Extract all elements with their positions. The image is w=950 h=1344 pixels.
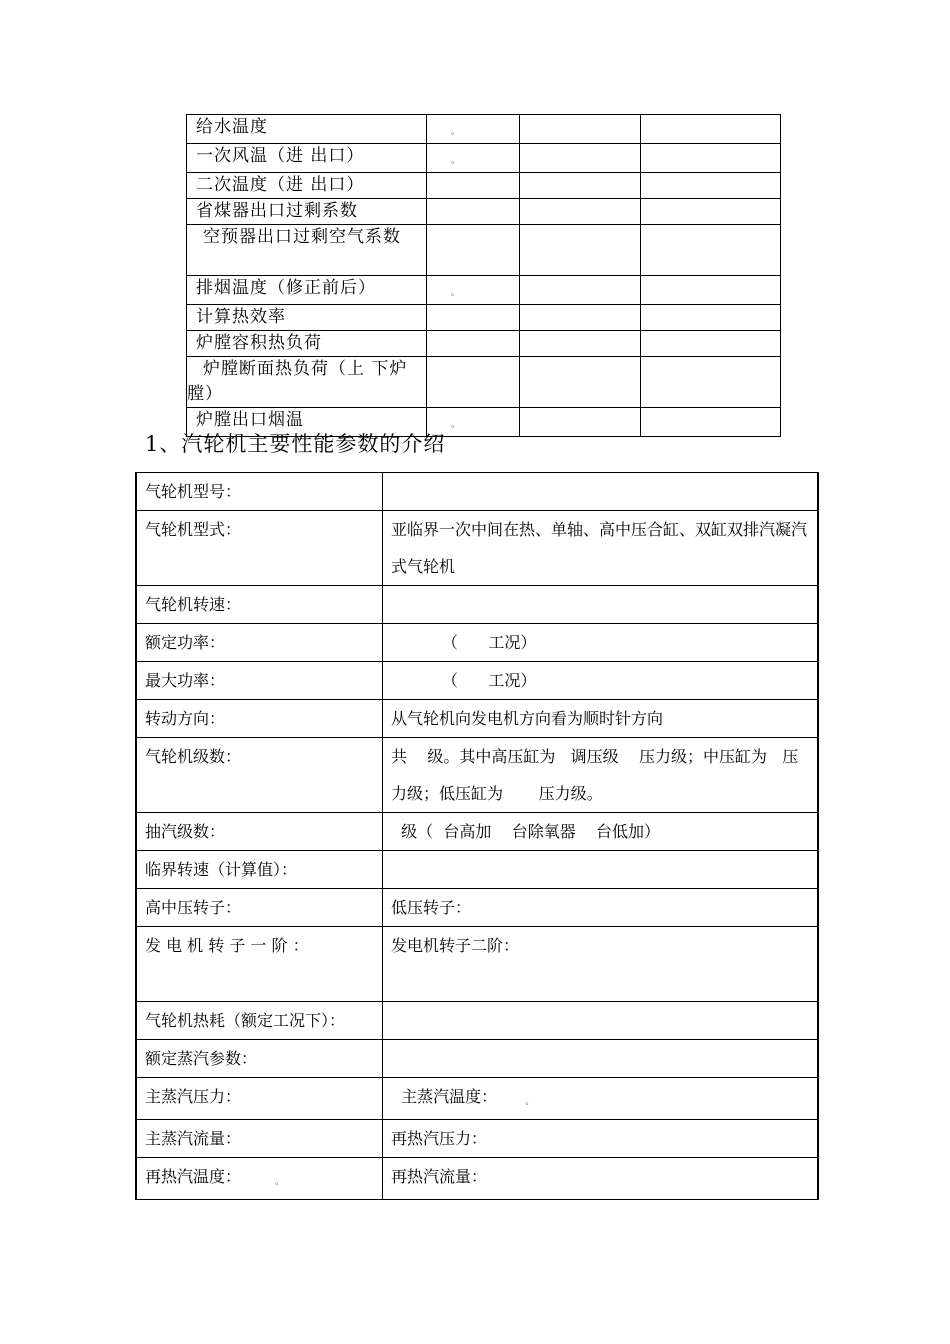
row-label: 炉膛断面热负荷（上 下炉膛）: [187, 357, 427, 408]
value-cell: [520, 331, 641, 357]
row-label: 炉膛容积热负荷: [187, 331, 427, 357]
table-row: [136, 813, 818, 851]
param-value: [383, 1002, 819, 1040]
param-value: [383, 1040, 819, 1078]
param-key: 高中压转子：: [136, 889, 383, 927]
param-key: 临界转速（计算值）：: [136, 851, 383, 889]
value-cell: [641, 173, 781, 199]
value-cell: [427, 331, 520, 357]
row-label: 一次风温（进 出口）: [187, 144, 427, 173]
table-row: [136, 624, 818, 662]
table-row: [136, 738, 818, 813]
table-row: [136, 473, 818, 511]
value-cell: [641, 305, 781, 331]
boiler-parameters-table: [186, 114, 781, 437]
table-row: [136, 586, 818, 624]
value-cell: [520, 173, 641, 199]
value-cell: [520, 144, 641, 173]
table-row: [187, 331, 781, 357]
turbine-parameters-table: [135, 472, 819, 1200]
value-cell: [641, 408, 781, 437]
param-key: 气轮机型号：: [136, 473, 383, 511]
value-cell: 。: [427, 144, 520, 173]
value-cell: [427, 199, 520, 225]
param-value: 发电机转子二阶：: [383, 927, 819, 1002]
param-value: [383, 851, 819, 889]
param-key: 气轮机热耗（额定工况下）：: [136, 1002, 383, 1040]
table-row: [187, 115, 781, 144]
table-row: [136, 851, 818, 889]
table-row: [136, 1078, 818, 1120]
row-label: 二次温度（进 出口）: [187, 173, 427, 199]
param-value: 主蒸汽温度： 。: [383, 1078, 819, 1120]
param-key: 抽汽级数：: [136, 813, 383, 851]
table-row: [136, 1120, 818, 1158]
table-row: [187, 276, 781, 305]
param-key: 发 电 机 转 子 一 阶 ：: [136, 927, 383, 1002]
param-value: （ 工况）: [383, 624, 819, 662]
value-cell: 。: [427, 115, 520, 144]
table-row: [136, 511, 818, 586]
value-cell: [641, 115, 781, 144]
value-cell: [641, 357, 781, 408]
param-value: 低压转子：: [383, 889, 819, 927]
value-cell: [641, 276, 781, 305]
table-row: [187, 173, 781, 199]
param-key: 额定蒸汽参数：: [136, 1040, 383, 1078]
row-label: 计算热效率: [187, 305, 427, 331]
param-value: [383, 473, 819, 511]
table-row: [187, 225, 781, 276]
degree-mark: 。: [275, 1177, 285, 1187]
param-key: 最大功率：: [136, 662, 383, 700]
row-label: 省煤器出口过剩系数: [187, 199, 427, 225]
table-row: [136, 889, 818, 927]
table-row: [187, 199, 781, 225]
param-key: 主蒸汽压力：: [136, 1078, 383, 1120]
value-cell: [641, 331, 781, 357]
value-cell: [641, 199, 781, 225]
param-key: 气轮机转速：: [136, 586, 383, 624]
value-cell: 。: [427, 276, 520, 305]
value-cell: [520, 115, 641, 144]
value-cell: [520, 357, 641, 408]
param-key: 再热汽温度： 。: [136, 1158, 383, 1200]
param-key: 气轮机型式：: [136, 511, 383, 586]
table-row: [187, 305, 781, 331]
param-key: 转动方向：: [136, 700, 383, 738]
row-label: 给水温度: [187, 115, 427, 144]
param-value: 亚临界一次中间在热、单轴、高中压合缸、双缸双排汽凝汽式气轮机: [383, 511, 819, 586]
table-row: [136, 700, 818, 738]
value-cell: [520, 199, 641, 225]
value-cell: [427, 173, 520, 199]
table-row: [136, 927, 818, 1002]
row-label: 排烟温度（修正前后）: [187, 276, 427, 305]
value-cell: [641, 144, 781, 173]
table-row: [136, 1002, 818, 1040]
value-cell: 。: [427, 408, 520, 437]
param-value: 再热汽压力：: [383, 1120, 819, 1158]
table-row: [187, 144, 781, 173]
value-cell: [520, 305, 641, 331]
param-key: 气轮机级数：: [136, 738, 383, 813]
param-value: 共 级。其中高压缸为 调压级 压力级；中压缸为 压力级；低压缸为 压力级。: [383, 738, 819, 813]
param-value: 从气轮机向发电机方向看为顺时针方向: [383, 700, 819, 738]
value-cell: [427, 357, 520, 408]
param-value: （ 工况）: [383, 662, 819, 700]
param-value: 再热汽流量：: [383, 1158, 819, 1200]
table-row: [136, 662, 818, 700]
param-value: 级（ 台高加 台除氧器 台低加）: [383, 813, 819, 851]
row-label: 炉膛出口烟温: [187, 408, 427, 437]
value-cell: [427, 225, 520, 276]
table-row: [136, 1040, 818, 1078]
value-cell: [520, 408, 641, 437]
table-row: [187, 357, 781, 408]
section-heading: 1、汽轮机主要性能参数的介绍: [145, 432, 446, 456]
table-row: [136, 1158, 818, 1200]
param-value: [383, 586, 819, 624]
value-cell: [520, 276, 641, 305]
degree-mark: 。: [525, 1097, 535, 1107]
row-label: 空预器出口过剩空气系数: [187, 225, 427, 276]
value-cell: [641, 225, 781, 276]
value-cell: [427, 305, 520, 331]
value-cell: [520, 225, 641, 276]
param-key: 额定功率：: [136, 624, 383, 662]
param-key: 主蒸汽流量：: [136, 1120, 383, 1158]
